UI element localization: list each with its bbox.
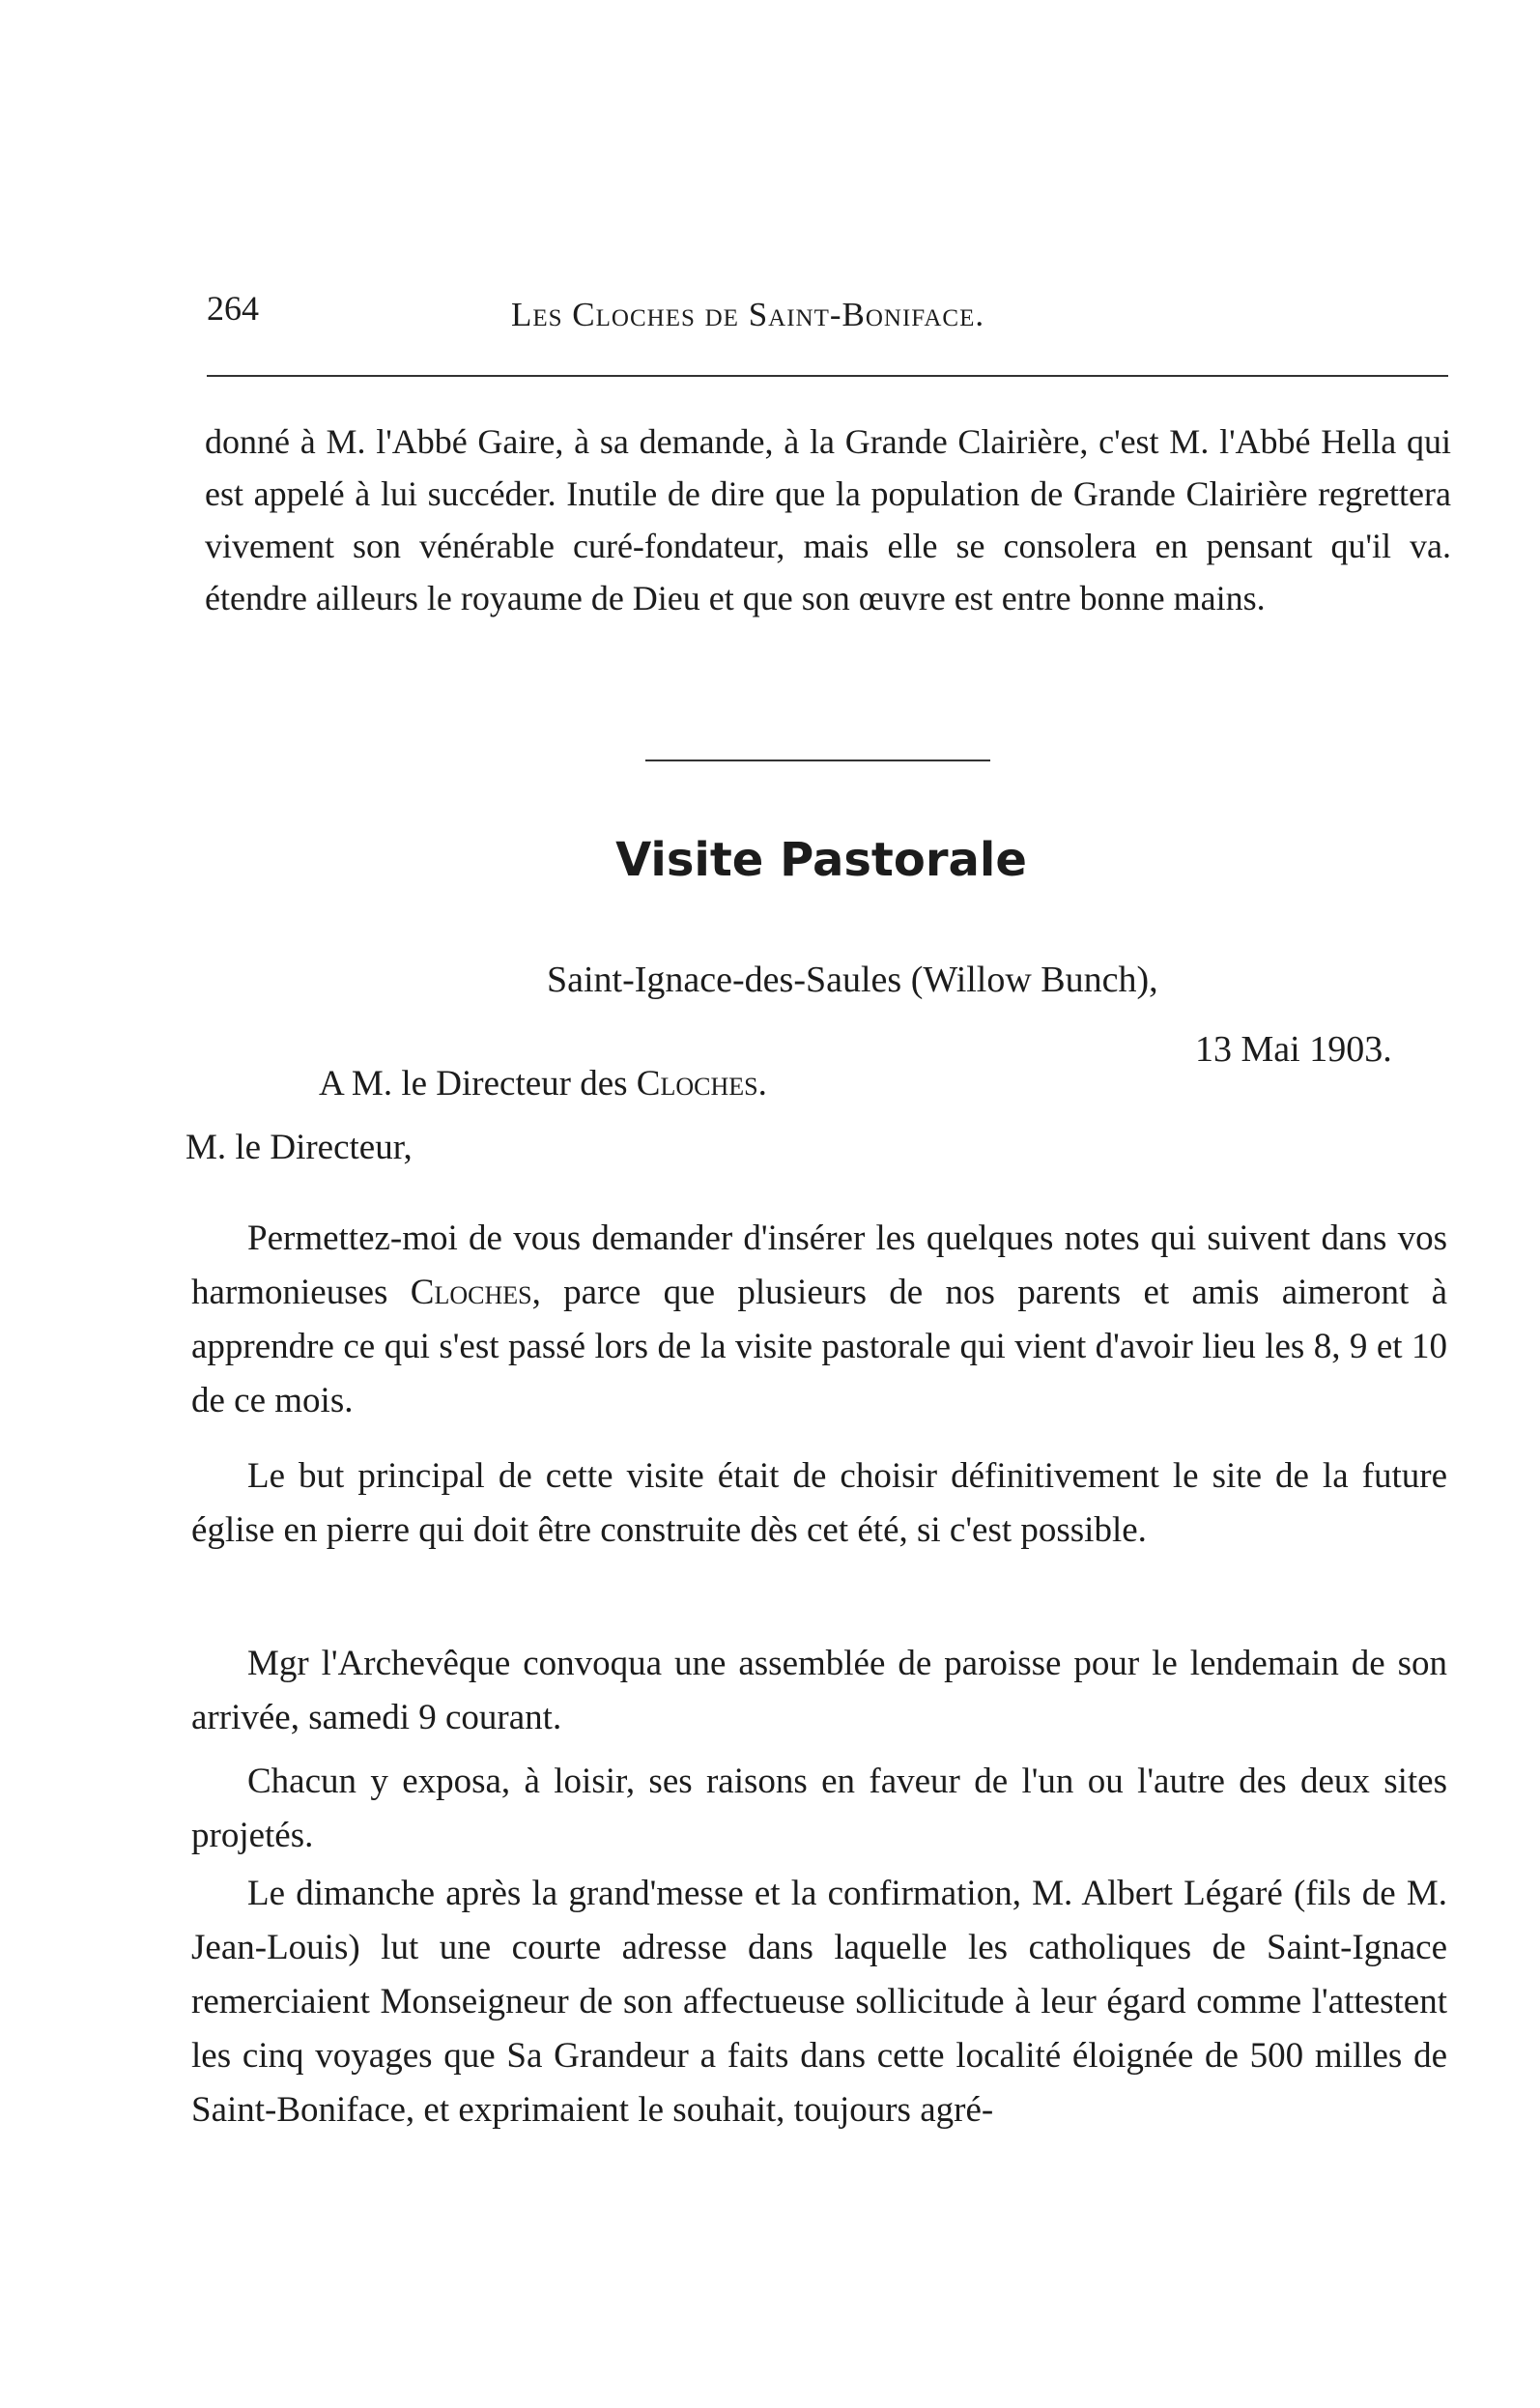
section-title: Visite Pastorale (615, 833, 1027, 887)
paragraph-text-before: Permettez-moi de vous demander d'insérer les quelques notes qui suivent dans vos harmonieuses (191, 1218, 1447, 1312)
letter-paragraph: Le dimanche après la grand'messe et la confirmation, M. Albert Légaré (fils de M. Jean-Louis) lut une courte adresse dans laquelle les catholiques de Saint-Ignace remerciaient Monseigneur de son affectueuse sollicitude à leur égard comme l'attestent les cinq voyages que Sa Grandeur a faits dans cette localité éloignée de 500 milles de Saint-Boniface, et exprimaient le souhait, toujours agré- (191, 1874, 1447, 2130)
addressee-prefix: A M. le Directeur des (319, 1064, 637, 1104)
letter-paragraph (191, 1212, 1447, 1428)
letter-paragraph: Le but principal de cette visite était de choisir définitivement le site de la future église en pierre qui doit être construite dès cet été, si c'est possible. (191, 1456, 1447, 1550)
letter-date: 13 Mai 1903. (1195, 1029, 1392, 1070)
letter-paragraph: Chacun y exposa, à loisir, ses raisons en faveur de l'un ou l'autre des deux sites projetés. (191, 1762, 1447, 1855)
letter-paragraph: Mgr l'Archevêque convoqua une assemblée de paroisse pour le lendemain de son arrivée, samedi 9 courant. (191, 1644, 1447, 1737)
running-title: Les Cloches de Saint-Boniface. (511, 296, 985, 333)
paragraph-small-caps: Cloches (410, 1273, 532, 1312)
intro-paragraph: donné à M. l'Abbé Gaire, à sa demande, à la Grande Clairière, c'est M. l'Abbé Hella qui est appelé à lui succéder. Inutile de dire que la population de Grande Clairière regrettera vivement son vénérable curé-fondateur, mais elle se consolera en pensant qu'il va. étendre ailleurs le royaume de Dieu et que son œuvre est entre bonne mains. (205, 422, 1451, 617)
running-head (207, 288, 1448, 346)
page-number: 264 (207, 289, 259, 328)
addressee-name: Cloches. (636, 1064, 767, 1104)
header-rule (207, 375, 1448, 377)
letter-salutation: M. le Directeur, (185, 1128, 413, 1167)
section-divider (645, 760, 990, 761)
letter-addressee (319, 1063, 767, 1104)
letter-place: Saint-Ignace-des-Saules (Willow Bunch), (547, 960, 1158, 1000)
paragraph-text-after: , parce que plusieurs de nos parents et amis aimeront à apprendre ce qui s'est passé lors de la visite pastorale qui vient d'avoir lieu les 8, 9 et 10 de ce mois. (191, 1273, 1447, 1420)
